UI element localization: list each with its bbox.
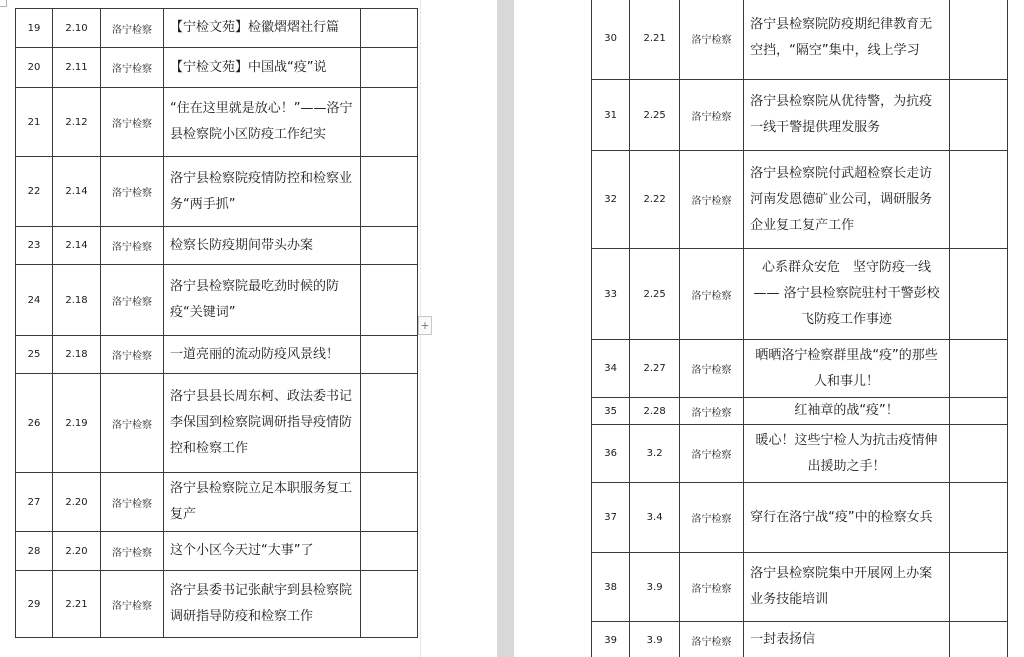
row-date: 3.4 — [630, 483, 680, 553]
row-date: 2.27 — [630, 340, 680, 398]
row-number: 27 — [16, 473, 53, 532]
row-number: 21 — [16, 88, 53, 157]
row-number: 37 — [592, 483, 630, 553]
row-source: 洛宁检察 — [679, 0, 743, 80]
row-source: 洛宁检察 — [679, 80, 743, 151]
table-row — [592, 151, 1008, 249]
row-title: 一封表扬信 — [744, 622, 950, 657]
row-title: 穿行在洛宁战“疫”中的检察女兵 — [744, 483, 950, 553]
row-title: 这个小区今天过“大事”了 — [164, 532, 361, 571]
row-date: 2.21 — [53, 571, 101, 638]
row-source: 洛宁检察 — [679, 425, 743, 483]
row-note-cell — [361, 157, 418, 227]
row-number: 36 — [592, 425, 630, 483]
row-title: 洛宁县检察院立足本职服务复工复产 — [164, 473, 361, 532]
table-row — [16, 571, 418, 638]
row-number: 33 — [592, 249, 630, 340]
row-date: 2.20 — [53, 473, 101, 532]
article-table-left — [15, 8, 418, 638]
table-row — [16, 473, 418, 532]
row-title: 晒晒洛宁检察群里战“疫”的那些人和事儿！ — [744, 340, 950, 398]
row-number: 38 — [592, 553, 630, 622]
row-title: 洛宁县检察院疫情防控和检察业务“两手抓” — [164, 157, 361, 227]
row-number: 24 — [16, 265, 53, 336]
document-page-left — [0, 0, 497, 657]
row-date: 2.22 — [630, 151, 680, 249]
row-note-cell — [950, 425, 1008, 483]
row-title: 暖心！这些宁检人为抗击疫情伸出援助之手！ — [744, 425, 950, 483]
row-title: “住在这里就是放心！”——洛宁县检察院小区防疫工作纪实 — [164, 88, 361, 157]
row-source: 洛宁检察 — [101, 336, 164, 374]
table-row — [16, 227, 418, 265]
row-note-cell — [361, 532, 418, 571]
row-number: 35 — [592, 398, 630, 425]
row-number: 22 — [16, 157, 53, 227]
row-date: 3.9 — [630, 622, 680, 657]
row-note-cell — [950, 622, 1008, 657]
table-row — [16, 374, 418, 473]
row-date: 2.14 — [53, 157, 101, 227]
row-number: 29 — [16, 571, 53, 638]
row-source: 洛宁检察 — [101, 374, 164, 473]
row-source: 洛宁检察 — [101, 157, 164, 227]
row-title: 洛宁县县长周东柯、政法委书记李保国到检察院调研指导疫情防控和检察工作 — [164, 374, 361, 473]
row-note-cell — [361, 88, 418, 157]
row-note-cell — [950, 483, 1008, 553]
row-number: 20 — [16, 48, 53, 88]
row-note-cell — [361, 265, 418, 336]
row-date: 2.19 — [53, 374, 101, 473]
row-date: 2.28 — [630, 398, 680, 425]
row-title: 【宁检文苑】检徽熠熠社行篇 — [164, 9, 361, 48]
row-date: 2.25 — [630, 80, 680, 151]
table-row — [592, 80, 1008, 151]
row-title: 洛宁县检察院防疫期纪律教育无空挡，“隔空”集中，线上学习 — [744, 0, 950, 80]
table-row — [592, 0, 1008, 80]
row-source: 洛宁检察 — [101, 9, 164, 48]
table-row — [16, 88, 418, 157]
table-row — [592, 249, 1008, 340]
row-number: 34 — [592, 340, 630, 398]
row-source: 洛宁检察 — [101, 48, 164, 88]
row-number: 26 — [16, 374, 53, 473]
row-number: 30 — [592, 0, 630, 80]
row-number: 19 — [16, 9, 53, 48]
row-title: 洛宁县检察院最吃劲时候的防疫“关键词” — [164, 265, 361, 336]
table-row — [592, 553, 1008, 622]
row-date: 2.20 — [53, 532, 101, 571]
row-note-cell — [361, 227, 418, 265]
row-date: 2.10 — [53, 9, 101, 48]
page-corner-mark — [0, 0, 7, 7]
row-note-cell — [361, 336, 418, 374]
row-date: 2.18 — [53, 336, 101, 374]
row-number: 32 — [592, 151, 630, 249]
row-number: 31 — [592, 80, 630, 151]
row-source: 洛宁检察 — [101, 265, 164, 336]
row-title: 洛宁县委书记张献宇到县检察院调研指导防疫和检察工作 — [164, 571, 361, 638]
table-row — [592, 622, 1008, 657]
row-note-cell — [950, 151, 1008, 249]
row-title: 洛宁县检察院集中开展网上办案业务技能培训 — [744, 553, 950, 622]
row-source: 洛宁检察 — [101, 532, 164, 571]
table-row — [592, 483, 1008, 553]
row-note-cell — [361, 473, 418, 532]
row-source: 洛宁检察 — [679, 340, 743, 398]
row-source: 洛宁检察 — [679, 398, 743, 425]
table-row — [16, 48, 418, 88]
table-row — [592, 425, 1008, 483]
row-note-cell — [950, 0, 1008, 80]
row-number: 28 — [16, 532, 53, 571]
row-source: 洛宁检察 — [101, 571, 164, 638]
row-title: 心系群众安危 坚守防疫一线—— 洛宁县检察院驻村干警彭校飞防疫工作事迹 — [744, 249, 950, 340]
row-source: 洛宁检察 — [101, 88, 164, 157]
row-note-cell — [950, 340, 1008, 398]
row-source: 洛宁检察 — [679, 249, 743, 340]
row-source: 洛宁检察 — [679, 553, 743, 622]
table-row — [592, 340, 1008, 398]
row-date: 3.2 — [630, 425, 680, 483]
row-title: 洛宁县检察院付武超检察长走访河南发恩德矿业公司，调研服务企业复工复产工作 — [744, 151, 950, 249]
row-source: 洛宁检察 — [101, 473, 164, 532]
table-row — [16, 157, 418, 227]
table-row — [16, 265, 418, 336]
row-title: 红袖章的战“疫”！ — [744, 398, 950, 425]
row-source: 洛宁检察 — [101, 227, 164, 265]
row-source: 洛宁检察 — [679, 483, 743, 553]
row-note-cell — [361, 48, 418, 88]
row-note-cell — [950, 80, 1008, 151]
row-note-cell — [361, 9, 418, 48]
row-title: 一道亮丽的流动防疫风景线！ — [164, 336, 361, 374]
row-date: 2.21 — [630, 0, 680, 80]
row-title: 【宁检文苑】中国战“疫”说 — [164, 48, 361, 88]
row-number: 25 — [16, 336, 53, 374]
row-title: 洛宁县检察院从优待警，为抗疫一线干警提供理发服务 — [744, 80, 950, 151]
document-page-right — [514, 0, 1024, 657]
table-row — [16, 532, 418, 571]
row-date: 3.9 — [630, 553, 680, 622]
row-date: 2.14 — [53, 227, 101, 265]
table-row — [16, 336, 418, 374]
row-source: 洛宁检察 — [679, 622, 743, 657]
row-number: 23 — [16, 227, 53, 265]
row-date: 2.12 — [53, 88, 101, 157]
table-row — [592, 398, 1008, 425]
row-date: 2.11 — [53, 48, 101, 88]
row-note-cell — [361, 571, 418, 638]
row-note-cell — [950, 553, 1008, 622]
row-title: 检察长防疫期间带头办案 — [164, 227, 361, 265]
row-number: 39 — [592, 622, 630, 657]
table-row — [16, 9, 418, 48]
row-note-cell — [950, 398, 1008, 425]
add-column-button[interactable]: + — [418, 316, 432, 335]
row-note-cell — [361, 374, 418, 473]
row-source: 洛宁检察 — [679, 151, 743, 249]
row-note-cell — [950, 249, 1008, 340]
article-table-right — [591, 0, 1008, 657]
page-gap — [497, 0, 514, 657]
row-date: 2.18 — [53, 265, 101, 336]
row-date: 2.25 — [630, 249, 680, 340]
